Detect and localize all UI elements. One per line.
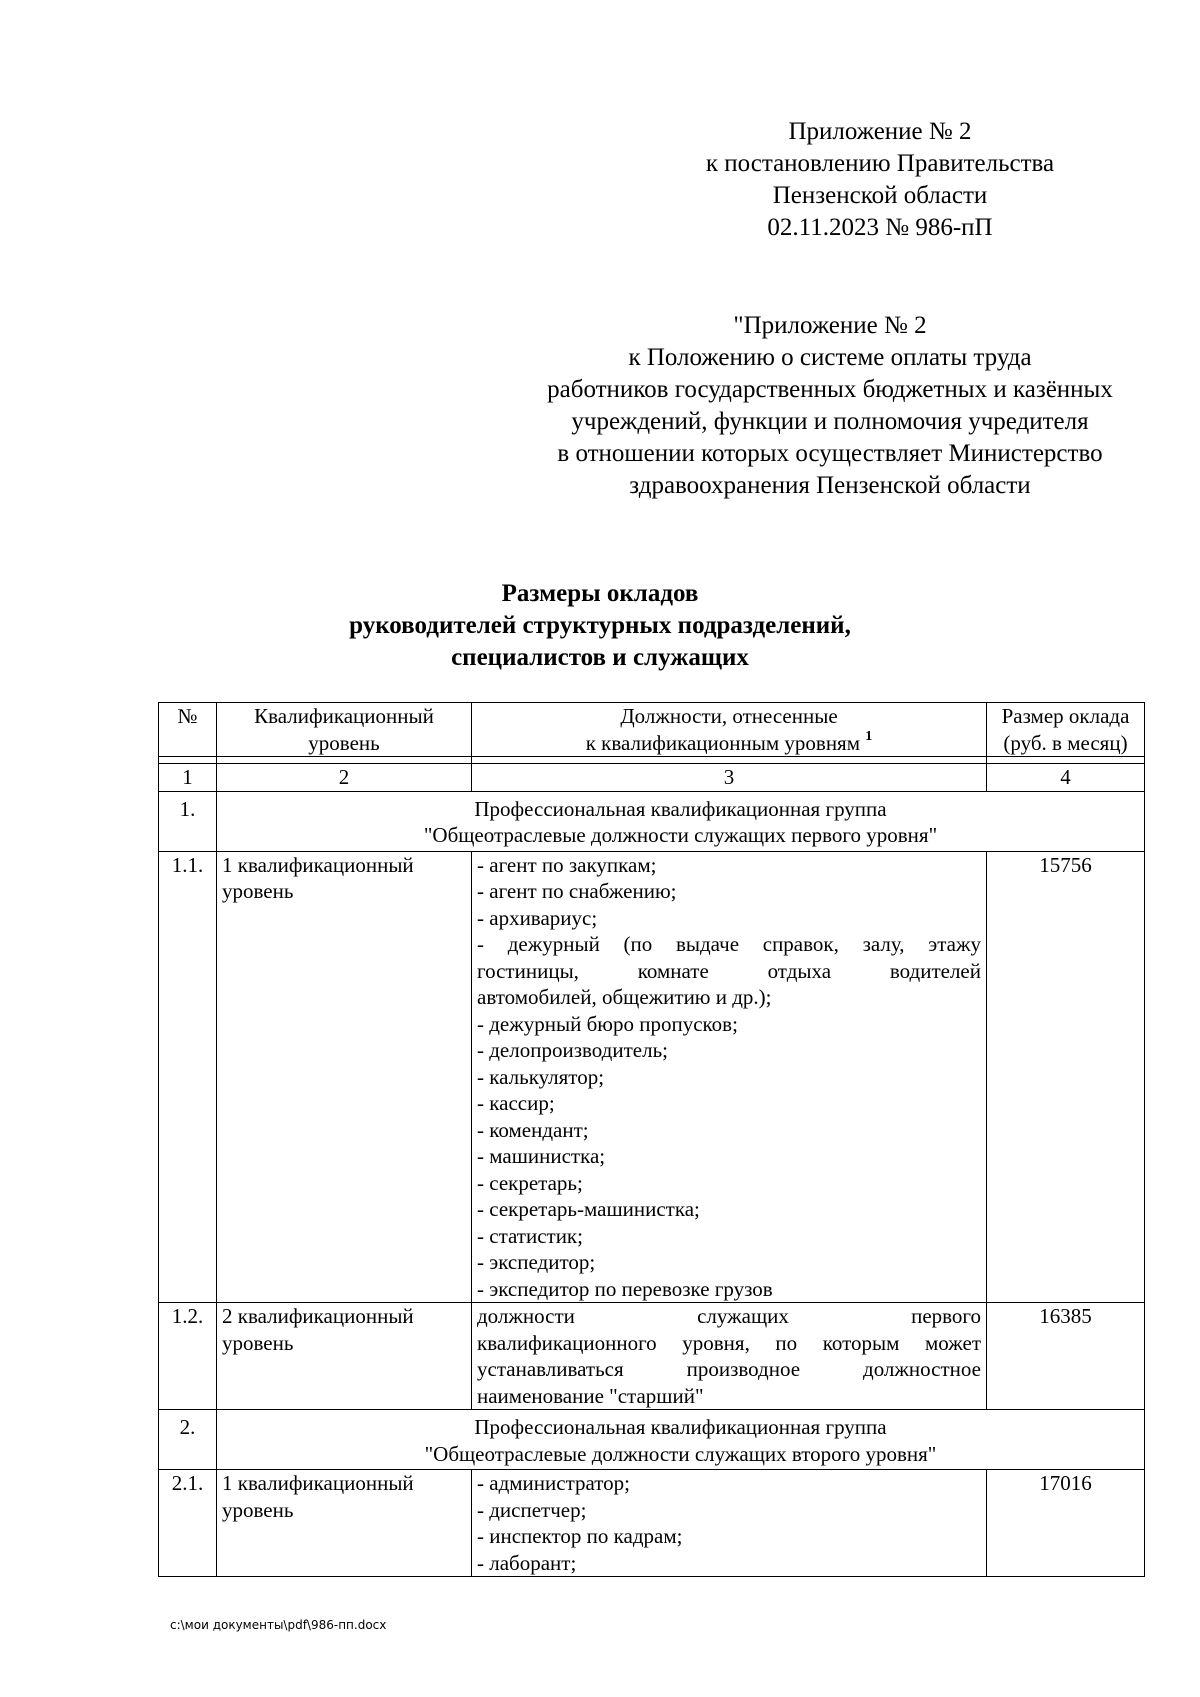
- position-item: - агент по снабжению;: [477, 879, 677, 903]
- header-line: к постановлению Правительства: [705, 150, 1055, 177]
- position-item: - секретарь;: [477, 1170, 583, 1195]
- row-level-line: 2 квалификационный: [222, 1304, 414, 1328]
- header-positions-line: [477, 730, 981, 757]
- header-salary-line: Размер оклада: [1001, 704, 1130, 728]
- position-item: - машинистка;: [477, 1144, 606, 1168]
- row-num: 1.1.: [159, 851, 217, 1303]
- column-number: 2: [217, 764, 472, 792]
- position-item: - статистик;: [477, 1223, 583, 1248]
- position-item: - лаборант;: [477, 1550, 577, 1575]
- group-num: 1.: [159, 791, 217, 851]
- table-spacer: [159, 757, 1145, 764]
- footnote-marker: 1: [865, 728, 873, 744]
- position-item: - кассир;: [477, 1091, 555, 1115]
- group-title-line: "Общеотраслевые должности служащих второго уровня": [424, 1441, 937, 1466]
- row-level: [217, 1303, 472, 1410]
- row-level-line: 1 квалификационный: [222, 1471, 414, 1495]
- position-item: - калькулятор;: [477, 1064, 605, 1089]
- group-num: 2.: [159, 1410, 217, 1470]
- position-item: - экспедитор по перевозке грузов: [477, 1276, 773, 1301]
- header-level-line: уровень: [308, 730, 380, 755]
- position-text-line: наименование "старший": [477, 1383, 704, 1408]
- row-level: [217, 1470, 472, 1577]
- position-item: - инспектор по кадрам;: [477, 1524, 683, 1548]
- row-num: 1.2.: [159, 1303, 217, 1410]
- title-line: Размеры окладов: [501, 580, 699, 607]
- appendix-header: [620, 116, 1140, 244]
- header-positions: [472, 703, 987, 757]
- header-salary-line: (руб. в месяц): [1003, 730, 1128, 755]
- header-positions-line: Должности, отнесенные: [620, 704, 838, 728]
- position-item: - агент по закупкам;: [477, 852, 657, 877]
- row-salary: 17016: [987, 1470, 1145, 1577]
- salary-table: [158, 702, 1145, 1577]
- row-positions: [472, 1303, 987, 1410]
- header-line: работников государственных бюджетных и казённых: [547, 376, 1113, 403]
- position-item: - диспетчер;: [477, 1497, 587, 1522]
- column-number: 1: [159, 764, 217, 792]
- group-title: [217, 1410, 1145, 1470]
- group-title-line: Профессиональная квалификационная группа: [474, 1415, 887, 1439]
- column-number: 3: [472, 764, 987, 792]
- group-row: [159, 791, 1145, 851]
- header-level: [217, 703, 472, 757]
- row-level: [217, 851, 472, 1303]
- row-level-line: уровень: [222, 1497, 294, 1522]
- group-title: [217, 791, 1145, 851]
- row-level-line: 1 квалификационный: [222, 852, 414, 877]
- position-item: - архивариус;: [477, 905, 598, 930]
- title-line: руководителей структурных подразделений,: [349, 612, 851, 639]
- position-item: гостиницы, комнате отдыха водителей: [477, 958, 981, 983]
- column-number: 4: [987, 764, 1145, 792]
- table-header-row: [159, 703, 1145, 757]
- file-path-footer: c:\мои документы\pdf\986-пп.docx: [170, 1618, 387, 1632]
- header-line: здравоохранения Пензенской области: [629, 472, 1031, 499]
- position-item: - администратор;: [477, 1471, 631, 1495]
- header-line: в отношении которых осуществляет Министерство: [557, 440, 1103, 467]
- header-line: "Приложение № 2: [733, 312, 927, 339]
- table-row: [159, 1303, 1145, 1410]
- group-row: [159, 1410, 1145, 1470]
- document-title: [200, 578, 1000, 674]
- row-level-line: уровень: [222, 1330, 294, 1355]
- position-item: - дежурный (по выдаче справок, залу, этажу: [477, 932, 981, 956]
- position-text-line: квалификационного уровня, по которым может: [477, 1330, 981, 1355]
- position-item: - дежурный бюро пропусков;: [477, 1011, 738, 1036]
- header-num: №: [159, 703, 217, 757]
- position-item: - секретарь-машинистка;: [477, 1197, 700, 1221]
- position-item: - экспедитор;: [477, 1250, 596, 1274]
- position-text-line: устанавливаться производное должностное: [477, 1357, 981, 1381]
- row-salary: 15756: [987, 851, 1145, 1303]
- position-item: - делопроизводитель;: [477, 1038, 668, 1062]
- header-positions-text: к квалификационным уровням: [585, 730, 861, 755]
- position-text-line: должности служащих первого: [477, 1304, 981, 1328]
- header-date-number: 02.11.2023 № 986-пП: [767, 214, 993, 241]
- position-item: автомобилей, общежитию и др.);: [477, 985, 772, 1009]
- group-title-line: Профессиональная квалификационная группа: [474, 796, 887, 821]
- header-line: учреждений, функции и полномочия учредителя: [571, 408, 1089, 435]
- header-line: Приложение № 2: [788, 118, 972, 145]
- row-level-line: уровень: [222, 879, 294, 903]
- header-line: Пензенской области: [772, 182, 988, 209]
- position-item: - комендант;: [477, 1117, 589, 1142]
- row-num: 2.1.: [159, 1470, 217, 1577]
- header-line: к Положению о системе оплаты труда: [628, 344, 1032, 371]
- column-number-row: [159, 764, 1145, 792]
- header-level-line: Квалификационный: [254, 704, 434, 728]
- regulation-appendix-header: [480, 310, 1180, 502]
- title-line: специалистов и служащих: [451, 644, 749, 671]
- header-salary: [987, 703, 1145, 757]
- table-row: [159, 1470, 1145, 1577]
- group-title-line: "Общеотраслевые должности служащих первого уровня": [423, 823, 938, 847]
- table-row: [159, 851, 1145, 1303]
- row-positions: [472, 1470, 987, 1577]
- row-salary: 16385: [987, 1303, 1145, 1410]
- row-positions: [472, 851, 987, 1303]
